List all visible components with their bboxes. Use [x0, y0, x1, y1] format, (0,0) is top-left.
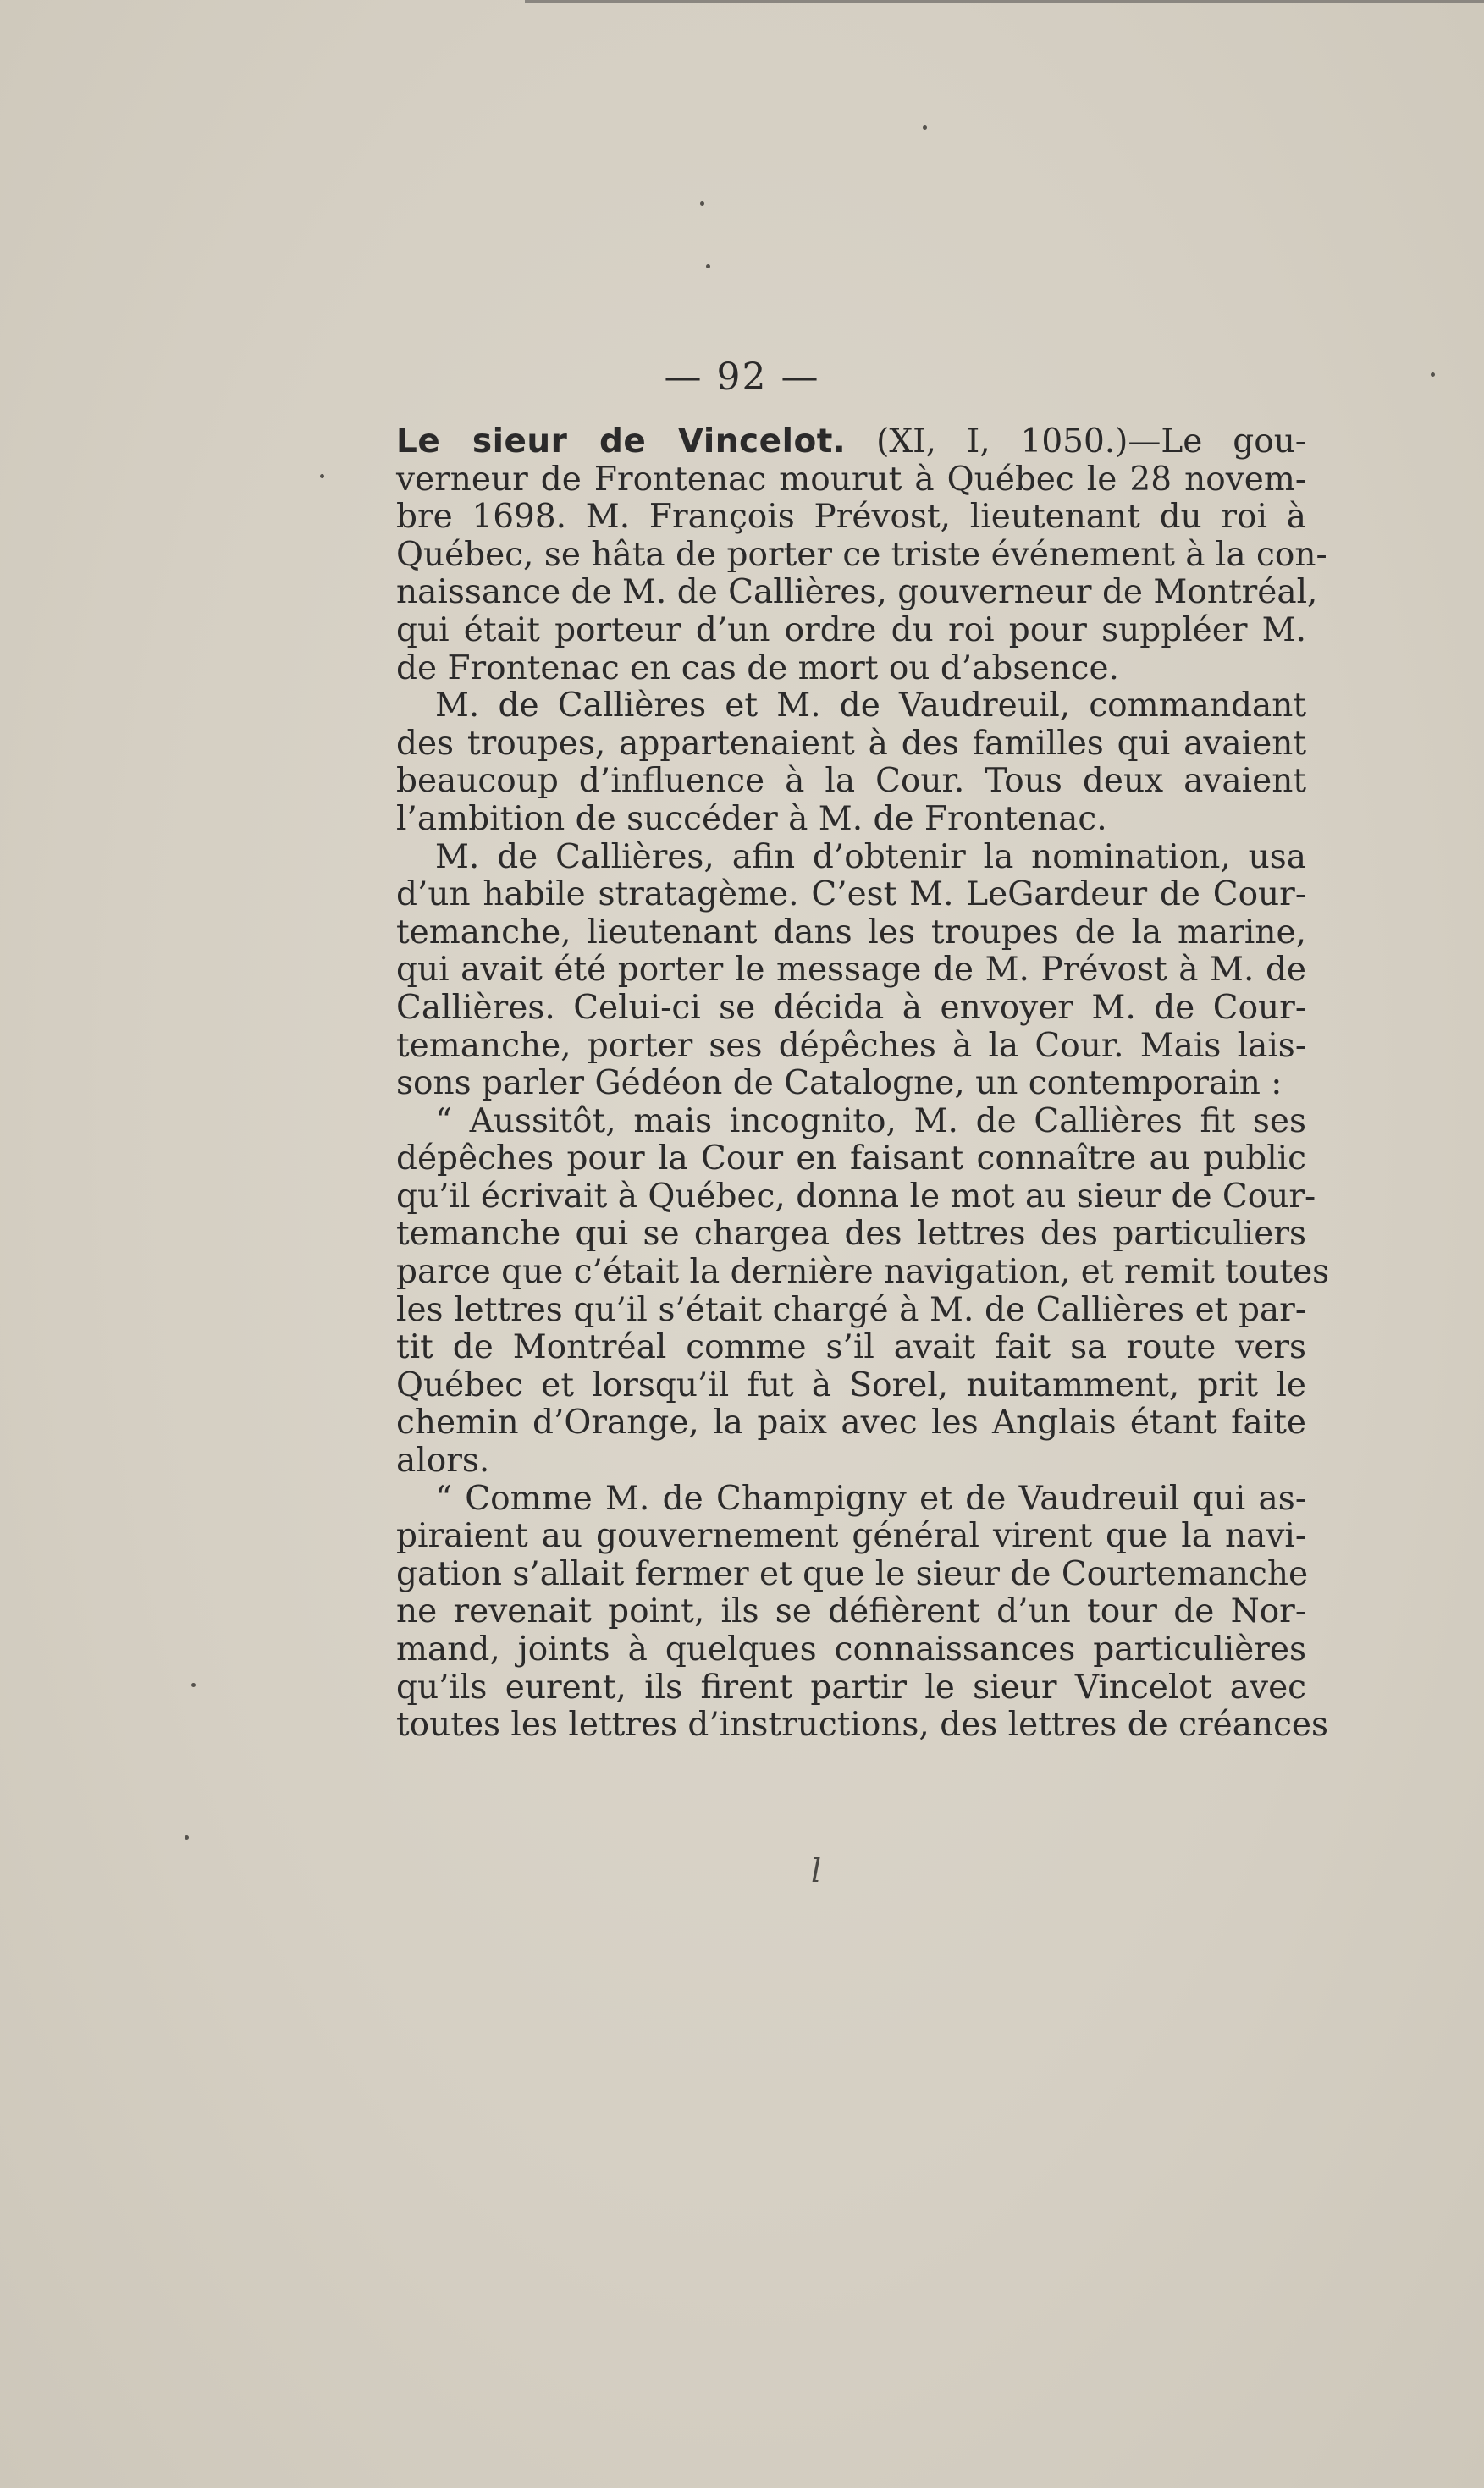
text-line: naissance de M. de Callières, gouverneur de Montréal, [396, 573, 1318, 612]
text-line: qu’ils eurent, ils firent partir le sieur Vincelot avec [396, 1668, 1306, 1707]
text-line: Québec, se hâta de porter ce triste événement à la con- [396, 535, 1327, 574]
text-line: alors. [396, 1442, 490, 1481]
text-line: Québec et lorsqu’il fut à Sorel, nuitamment, prit le [396, 1365, 1306, 1404]
body-text [396, 422, 1330, 1745]
dust-speck [1431, 372, 1435, 377]
page-number: — 92 — [664, 356, 820, 399]
section-title: Le sieur de Vincelot. [396, 422, 847, 461]
dust-speck [320, 474, 324, 478]
dust-speck [700, 201, 704, 206]
handwritten-mark: l [811, 1852, 822, 1889]
dust-speck [191, 1683, 196, 1687]
text-line: “ Aussitôt, mais incognito, M. de Callières fit ses [435, 1101, 1306, 1140]
text-line: “ Comme M. de Champigny et de Vaudreuil qui as- [435, 1479, 1306, 1518]
text-line: temanche, lieutenant dans les troupes de la marine, [396, 913, 1306, 952]
text-line: M. de Callières et M. de Vaudreuil, commandant [435, 687, 1306, 725]
text-line: toutes les lettres d’instructions, des lettres de créances [396, 1706, 1329, 1745]
text-line: M. de Callières, afin d’obtenir la nomination, usa [435, 837, 1306, 876]
text-line: beaucoup d’influence à la Cour. Tous deux avaient [396, 762, 1306, 801]
text-line: bre 1698. M. François Prévost, lieutenant du roi à [396, 498, 1306, 537]
text-line: parce que c’était la dernière navigation, et remit toutes [396, 1253, 1330, 1292]
text-line: temanche, porter ses dépêches à la Cour. Mais lais- [396, 1026, 1306, 1065]
text-line: de Frontenac en cas de mort ou d’absence. [396, 648, 1119, 687]
dust-speck [706, 264, 710, 268]
text-line: des troupes, appartenaient à des familles qui avaient [396, 724, 1306, 763]
text-line: tit de Montréal comme s’il avait fait sa route vers [396, 1328, 1306, 1367]
text-line: les lettres qu’il s’était chargé à M. de Callières et par- [396, 1290, 1306, 1329]
text-line: qu’il écrivait à Québec, donna le mot au sieur de Cour- [396, 1177, 1316, 1216]
dust-speck [185, 1835, 189, 1840]
text-line: dépêches pour la Cour en faisant connaître au public [396, 1139, 1306, 1178]
text-line: ne revenait point, ils se défièrent d’un tour de Nor- [396, 1592, 1306, 1631]
text-line: verneur de Frontenac mourut à Québec le 28 novem- [396, 460, 1306, 499]
text-line: d’un habile stratagème. C’est M. LeGardeur de Cour- [396, 875, 1306, 914]
text-line: qui était porteur d’un ordre du roi pour suppléer M. [396, 610, 1306, 649]
dust-speck [923, 125, 927, 130]
text-line [396, 423, 1306, 461]
text-line: chemin d’Orange, la paix avec les Anglais étant faite [396, 1404, 1306, 1443]
text-line: sons parler Gédéon de Catalogne, un contemporain : [396, 1064, 1283, 1103]
page-top-edge [525, 0, 1484, 3]
text-line: mand, joints à quelques connaissances particulières [396, 1630, 1306, 1669]
text-line: qui avait été porter le message de M. Prévost à M. de [396, 951, 1306, 990]
text-line-rest: (XI, I, 1050.)—Le gou- [846, 422, 1306, 461]
text-line: gation s’allait fermer et que le sieur de Courtemanche [396, 1554, 1309, 1593]
text-line: Callières. Celui-ci se décida à envoyer M. de Cour- [396, 988, 1306, 1027]
text-line: l’ambition de succéder à M. de Frontenac. [396, 799, 1107, 838]
text-line: piraient au gouvernement général virent que la navi- [396, 1517, 1306, 1556]
text-line: temanche qui se chargea des lettres des particuliers [396, 1215, 1306, 1254]
